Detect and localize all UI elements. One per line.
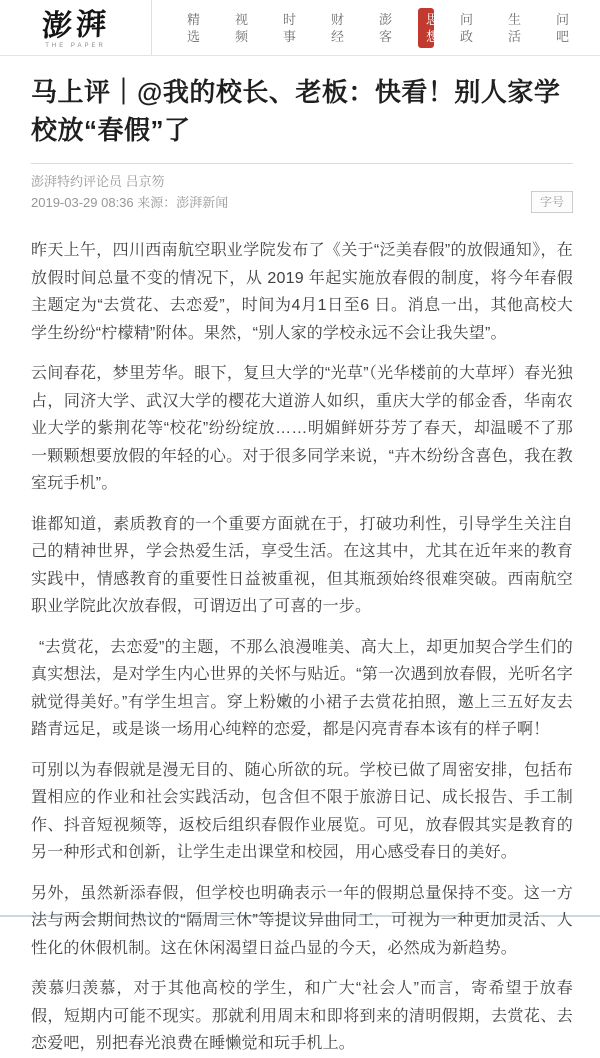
nav-tab-wenzheng[interactable]: 问政 — [459, 11, 473, 44]
byline-block — [31, 171, 228, 213]
paper-logo[interactable] — [0, 0, 152, 55]
nav-tab-jingxuan[interactable]: 精选 — [186, 11, 200, 44]
nav-tab-caijing[interactable]: 财经 — [330, 11, 344, 44]
nav-tab-pengke[interactable]: 澎客 — [378, 11, 392, 44]
article-paragraph: 可别以为春假就是漫无目的、随心所欲的玩。学校已做了周密安排，包括布置相应的作业和社会实践活动，包含但不限于旅游日记、成长报告、手工制作、抖音短视频等，返校后组织春假作业展览。可见，放春假其实是教育的另一种形式和创新，让学生走出课堂和校园，用心感受春日的美好。 — [31, 761, 573, 861]
date-source-line: 2019-03-29 08:36 来源：澎湃新闻 — [31, 195, 229, 210]
meta-divider — [31, 163, 573, 164]
paper-logo-subtitle: THE PAPER — [45, 42, 106, 49]
top-nav — [152, 0, 600, 55]
article-paragraph: 昨天上午，四川西南航空职业学院发布了《关于“泛美春假”的放假通知》，在放假时间总量不变的情况下，从 2019 年起实施放春假的制度，将今年春假主题定为“去赏花、去恋爱”，时间为4月1日至6 日。消息一出，其他高校大学生纷纷“柠檬精”附体。果然，“别人家的学校永远不会让我失望”。 — [31, 242, 573, 342]
site-header — [0, 0, 600, 56]
article-paragraph: “去赏花，去恋爱”的主题，不那么浪漫唯美、高大上，却更加契合学生们的真实想法，是对学生内心世界的关怀与贴近。“第一次遇到放春假，光听名字就觉得美好。”有学生坦言。穿上粉嫩的小裙子去赏花拍照，邀上三五好友去踏青远足，或是谈一场用心纯粹的恋爱，都是闪亮青春本该有的样子啊！ — [31, 638, 573, 738]
article-body — [31, 237, 573, 1058]
nav-tab-shishi[interactable]: 时事 — [282, 11, 296, 44]
article-paragraph: 谁都知道，素质教育的一个重要方面就在于，打破功利性，引导学生关注自己的精神世界，学会热爱生活，享受生活。在这其中，尤其在近年来的教育实践中，情感教育的重要性日益被重视，但其瓶颈始终很难突破。西南航空职业学院此次放春假，可谓迈出了可喜的一步。 — [31, 515, 573, 615]
article-paragraph: 羡慕归羡慕，对于其他高校的学生，和广大“社会人”而言，寄希望于放春假，短期内可能不现实。那就利用周末和即将到来的清明假期，去赏花、去恋爱吧，别把春光浪费在睡懒觉和玩手机上。 — [31, 980, 573, 1052]
article-meta — [31, 171, 573, 213]
nav-tab-wenba[interactable]: 问吧 — [555, 11, 569, 44]
nav-tab-sixiang-active[interactable]: 思想 — [418, 8, 434, 48]
nav-tab-shenghuo[interactable]: 生活 — [507, 11, 521, 44]
nav-tab-shipin[interactable]: 视频 — [234, 11, 248, 44]
font-size-button[interactable]: 字号 — [531, 191, 573, 213]
article-paragraph: 另外，虽然新添春假，但学校也明确表示一年的假期总量保持不变。这一方法与两会期间热议的“隔周三休”等提议异曲同工，可视为一种更加灵活、人性化的休假机制。这在休闲渴望日益凸显的今天，必然成为新趋势。 — [31, 884, 573, 957]
article-page — [0, 73, 600, 1058]
article-paragraph: 云间春花，梦里芳华。眼下，复旦大学的“光草”（光华楼前的大草坪）春光独占，同济大学、武汉大学的樱花大道游人如织，重庆大学的郁金香，华南农业大学的紫荆花等“校花”纷纷绽放……明媚鲜妍芬芳了春天，却温暖不了那一颗颗想要放假的年轻的心。对于很多同学来说，“卉木纷纷含喜色，我在教室玩手机”。 — [31, 365, 573, 492]
paper-logo-calligraphy: 澎湃 — [40, 6, 111, 44]
author-byline: 澎湃特约评论员 吕京笏 — [31, 174, 165, 189]
article-title: 马上评｜@我的校长、老板：快看！别人家学校放“春假”了 — [31, 77, 561, 145]
